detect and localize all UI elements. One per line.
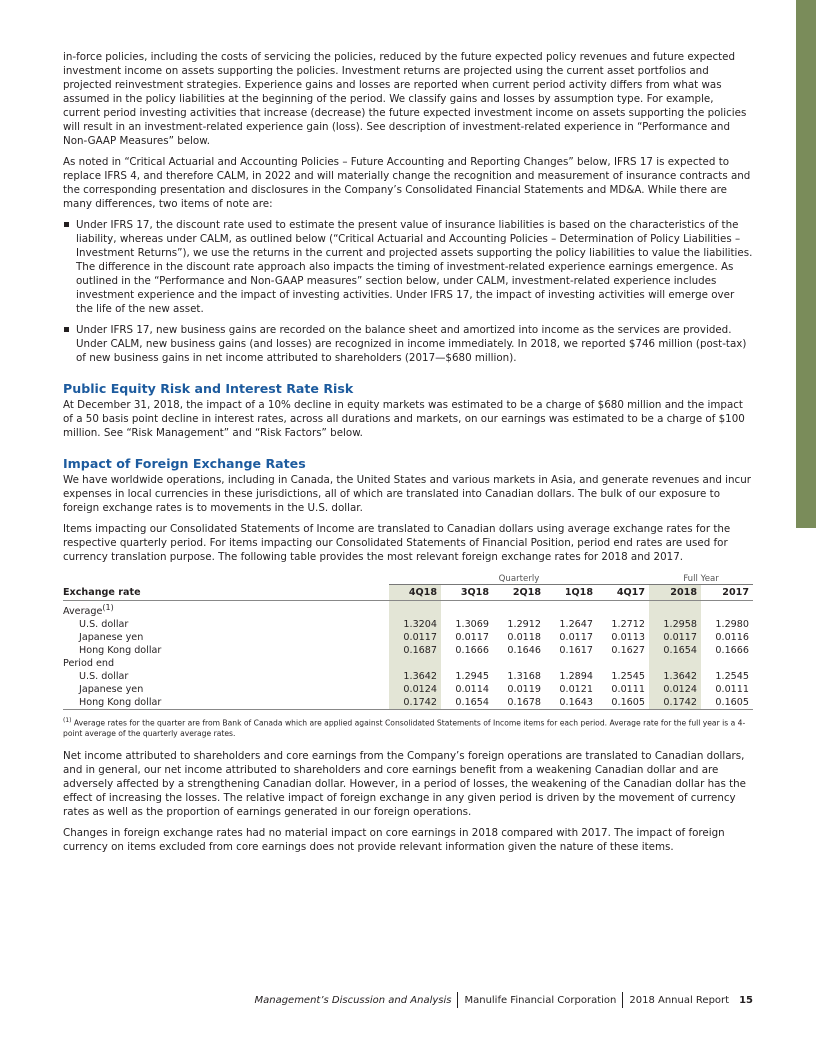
footer-section-title: Management’s Discussion and Analysis [254, 995, 452, 1006]
table-cell: 0.1678 [493, 696, 545, 710]
column-header: 2Q18 [493, 585, 545, 601]
row-label: Hong Kong dollar [79, 645, 162, 657]
row-label: Japanese yen [79, 632, 144, 644]
table-cell: 0.0124 [649, 683, 701, 696]
table-cell: 1.2958 [649, 618, 701, 631]
period-end-label: Period end [63, 658, 115, 670]
table-cell: 0.1605 [701, 696, 753, 710]
exchange-rate-header: Exchange rate [63, 585, 389, 601]
footnote-text: Average rates for the quarter are from Bank of Canada which are applied against Consolidated Statements of Income items for each period. Average rate for the full year is a 4-point average of the quarterly average rates. [63, 718, 746, 738]
table-cell: 1.2647 [559, 619, 593, 631]
table-cell: 0.0117 [389, 631, 441, 644]
table-row [63, 696, 753, 710]
after-paragraph-2: Changes in foreign exchange rates had no material impact on core earnings in 2018 compared with 2017. The impact of foreign currency on items excluded from core earnings does not provide relevant information given the nature of these items. [63, 826, 725, 853]
table-cell: 1.3168 [507, 671, 541, 683]
footer-divider [457, 992, 458, 1008]
average-section-row [63, 601, 753, 619]
table-cell: 1.3642 [649, 670, 701, 683]
equity-risk-paragraph: At December 31, 2018, the impact of a 10% decline in equity markets was estimated to be a charge of $680 million and the impact of a 50 basis point decline in interest rates, across all durations and markets, on our earnings was estimated to be a charge of $100 million. See “Risk Management” and “Risk Factors” below. [63, 399, 745, 439]
column-header: 4Q18 [389, 585, 441, 601]
bullet-text: Under IFRS 17, new business gains are recorded on the balance sheet and amortized into income as the services are provided. Under CALM, new business gains (and losses) are recognized in income immediately. In 2018, we reported $746 million (post-tax) of new business gains in net income attributed to shareholders (2017—$680 million). [76, 324, 747, 364]
footer-report: 2018 Annual Report [629, 995, 730, 1006]
row-label: Hong Kong dollar [63, 696, 389, 710]
section-side-tab [796, 0, 816, 528]
table-row [63, 670, 753, 683]
table-cell: 1.2912 [507, 619, 541, 631]
table-cell: 1.3069 [455, 619, 489, 631]
bullet-square-icon [64, 222, 69, 227]
table-cell: 1.2980 [715, 619, 749, 631]
fx-paragraph-2: Items impacting our Consolidated Statements of Income are translated to Canadian dollars using average exchange rates for the respective quarterly period. For items impacting our Consolidated Statements of Financial Position, period end rates are used for currency translation purpose. The following table provides the most relevant foreign exchange rates for 2018 and 2017. [63, 523, 731, 563]
table-row [63, 618, 753, 631]
table-cell: 1.2945 [455, 671, 489, 683]
table-cell: 1.3642 [389, 670, 441, 683]
table-cell: 0.1617 [559, 645, 593, 657]
table-cell: 0.0124 [389, 683, 441, 696]
table-cell: 0.1627 [611, 645, 645, 657]
table-cell: 0.0113 [611, 632, 645, 644]
table-cell: 0.1666 [455, 645, 489, 657]
list-item [63, 323, 753, 365]
row-label: Japanese yen [79, 684, 144, 696]
table-cell: 0.1654 [441, 696, 493, 710]
average-label: Average [63, 606, 103, 618]
quarterly-group-label: Quarterly [389, 574, 649, 585]
table-cell: 0.0117 [559, 632, 593, 644]
ifrs17-bullet-list [63, 218, 753, 365]
table-cell: 0.0117 [649, 631, 701, 644]
table-cell: 0.0114 [455, 684, 489, 696]
table-row [63, 631, 753, 644]
table-cell: 1.2545 [611, 671, 645, 683]
table-row [63, 683, 753, 696]
intro-paragraph-2: As noted in “Critical Actuarial and Accounting Policies – Future Accounting and Reporting Changes” below, IFRS 17 is expected to replace IFRS 4, and therefore CALM, in 2022 and will materially change the recognition and measurement of insurance contracts and the corresponding presentation and disclosures in the Company’s Consolidated Financial Statements and MD&A. While there are many differences, two items of note are: [63, 156, 751, 210]
table-cell: 1.3204 [389, 618, 441, 631]
footnote-number: (1) [63, 717, 72, 725]
fx-paragraph-1: We have worldwide operations, including in Canada, the United States and various markets in Asia, and generate revenues and incur expenses in local currencies in these jurisdictions, all of which are translated into Canadian dollars. The bulk of our exposure to foreign exchange rates is to movements in the U.S. dollar. [63, 474, 751, 514]
table-cell: 0.1646 [507, 645, 541, 657]
after-paragraph-1: Net income attributed to shareholders and core earnings from the Company’s foreign operations are translated to Canadian dollars, and in general, our net income attributed to shareholders and core earnings benefit from a weakening Canadian dollar and are adversely affected by a strengthening Canadian dollar. However, in a period of losses, the weakening of the Canadian dollar has the effect of increasing the losses. The relative impact of foreign exchange in any given period is driven by the movement of currency rates as well as the proportion of earnings generated in our foreign operations. [63, 749, 746, 818]
row-label: U.S. dollar [79, 671, 129, 683]
table-header-row [63, 585, 753, 601]
bullet-square-icon [64, 327, 69, 332]
table-cell: 0.0116 [715, 632, 749, 644]
table-footnote [63, 716, 753, 739]
page-footer [0, 992, 753, 1008]
footer-divider [622, 992, 623, 1008]
table-cell: 0.0121 [559, 684, 593, 696]
table-cell: 0.1687 [389, 644, 441, 657]
column-header: 1Q18 [545, 585, 597, 601]
footer-company: Manulife Financial Corporation [464, 995, 617, 1006]
column-header: 4Q17 [597, 585, 649, 601]
row-label: U.S. dollar [79, 619, 129, 631]
table-cell: 1.2712 [611, 619, 645, 631]
table-cell: 0.1605 [597, 696, 649, 710]
bullet-text: Under IFRS 17, the discount rate used to estimate the present value of insurance liabilities is based on the characteristics of the liability, whereas under CALM, as outlined below (“Critical Actuarial and Accounting Policies – Determination of Policy Liabilities – Investment Returns”), we use the returns in the current and projected assets supporting the policy liabilities to value the liabilities. The difference in the discount rate approach also impacts the timing of investment-related experience earnings emergence. As outlined in the “Performance and Non-GAAP measures” section below, under CALM, investment-related experience includes investment experience and the impact of investing activities. Under IFRS 17, the impact of investing activities will emerge over the life of the new asset. [76, 219, 753, 315]
column-header: 2017 [701, 585, 753, 601]
table-cell: 0.1742 [649, 696, 701, 710]
table-cell: 0.0111 [611, 684, 645, 696]
table-cell: 0.0111 [715, 684, 749, 696]
column-header: 2018 [649, 585, 701, 601]
table-cell: 0.1654 [649, 644, 701, 657]
table-cell: 1.2545 [715, 671, 749, 683]
column-header: 3Q18 [441, 585, 493, 601]
table-cell: 0.0117 [455, 632, 489, 644]
equity-risk-heading: Public Equity Risk and Interest Rate Risk [63, 381, 354, 396]
page-content [63, 50, 753, 861]
list-item [63, 218, 753, 316]
footnote-marker: (1) [102, 603, 114, 612]
table-cell: 0.0119 [507, 684, 541, 696]
table-cell: 0.1643 [545, 696, 597, 710]
period-end-section-row [63, 657, 753, 670]
table-cell: 1.2894 [559, 671, 593, 683]
table-row [63, 644, 753, 657]
fx-rates-table [63, 574, 753, 710]
table-cell: 0.0118 [507, 632, 541, 644]
table-cell: 0.1666 [715, 645, 749, 657]
table-group-header [63, 574, 753, 585]
full-year-group-label: Full Year [649, 574, 753, 585]
fx-heading: Impact of Foreign Exchange Rates [63, 456, 306, 471]
page-number: 15 [739, 995, 753, 1006]
table-cell: 0.1742 [389, 696, 441, 710]
intro-paragraph-1: in-force policies, including the costs of servicing the policies, reduced by the future expected policy revenues and future expected investment income on assets supporting the policies. Investment returns are projected using the current asset portfolios and projected reinvestment strategies. Experience gains and losses are reported when current period activity differs from what was assumed in the policy liabilities at the beginning of the period. We classify gains and losses by assumption type. For example, current period investing activities that increase (decrease) the future expected investment income on assets supporting the policies will result in an investment-related experience gain (loss). See description of investment-related experience in “Performance and Non-GAAP Measures” below. [63, 51, 747, 147]
